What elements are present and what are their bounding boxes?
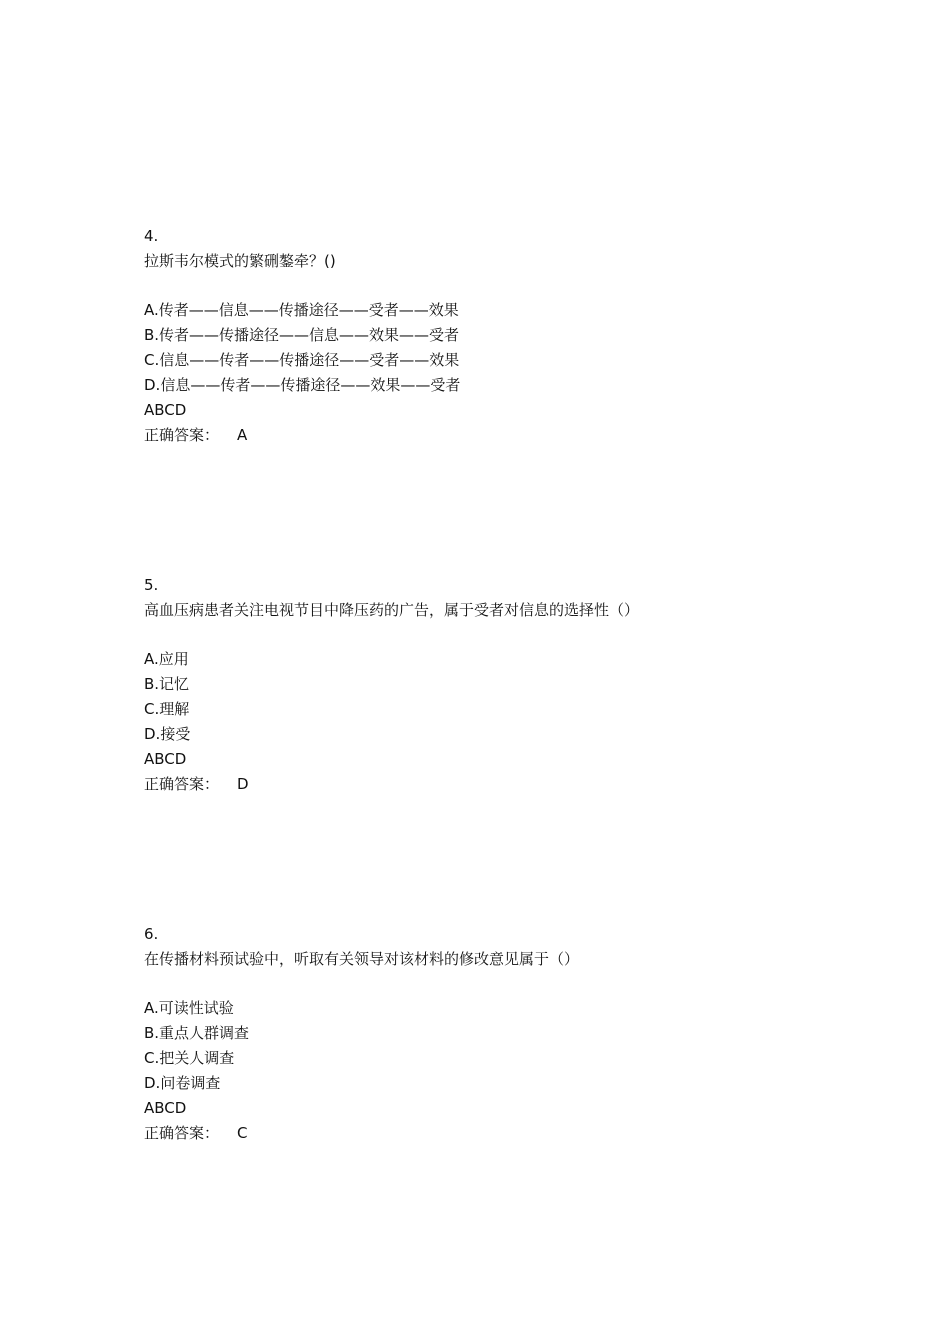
question-stem: 高血压病患者关注电视节目中降压药的广告，属于受者对信息的选择性（） xyxy=(144,601,640,619)
correct-answer-line xyxy=(144,423,844,448)
choice-letters: ABCD xyxy=(144,750,187,768)
option-d: D.信息——传者——传播途径——效果——受者 xyxy=(144,376,461,394)
correct-answer-line xyxy=(144,1121,844,1146)
question-number: 4. xyxy=(144,227,159,245)
option-b: B.重点人群调查 xyxy=(144,1024,250,1042)
question-number: 5. xyxy=(144,576,159,594)
option-b: B.传者——传播途径——信息——效果——受者 xyxy=(144,326,460,344)
option-a: A.传者——信息——传播途径——受者——效果 xyxy=(144,301,459,319)
correct-answer-label: 正确答案： xyxy=(144,426,220,444)
correct-answer-label: 正确答案： xyxy=(144,1124,220,1142)
option-c: C.理解 xyxy=(144,700,190,718)
option-d: D.问卷调查 xyxy=(144,1074,221,1092)
option-a: A.应用 xyxy=(144,650,189,668)
question-block xyxy=(144,573,844,797)
question-stem: 拉斯韦尔模式的繁硎鏊牵？() xyxy=(144,252,336,270)
question-block xyxy=(144,224,844,448)
question-block xyxy=(144,922,844,1146)
choice-letters: ABCD xyxy=(144,1099,187,1117)
option-c: C.把关人调查 xyxy=(144,1049,235,1067)
correct-answer-line xyxy=(144,772,844,797)
correct-answer-value: A xyxy=(237,426,248,444)
correct-answer-label: 正确答案： xyxy=(144,775,220,793)
option-c: C.信息——传者——传播途径——受者——效果 xyxy=(144,351,460,369)
question-number: 6. xyxy=(144,925,159,943)
option-d: D.接受 xyxy=(144,725,191,743)
correct-answer-value: C xyxy=(237,1124,248,1142)
question-stem: 在传播材料预试验中，听取有关领导对该材料的修改意见属于（） xyxy=(144,950,580,968)
choice-letters: ABCD xyxy=(144,401,187,419)
option-b: B.记忆 xyxy=(144,675,190,693)
correct-answer-value: D xyxy=(237,775,249,793)
option-a: A.可读性试验 xyxy=(144,999,234,1017)
